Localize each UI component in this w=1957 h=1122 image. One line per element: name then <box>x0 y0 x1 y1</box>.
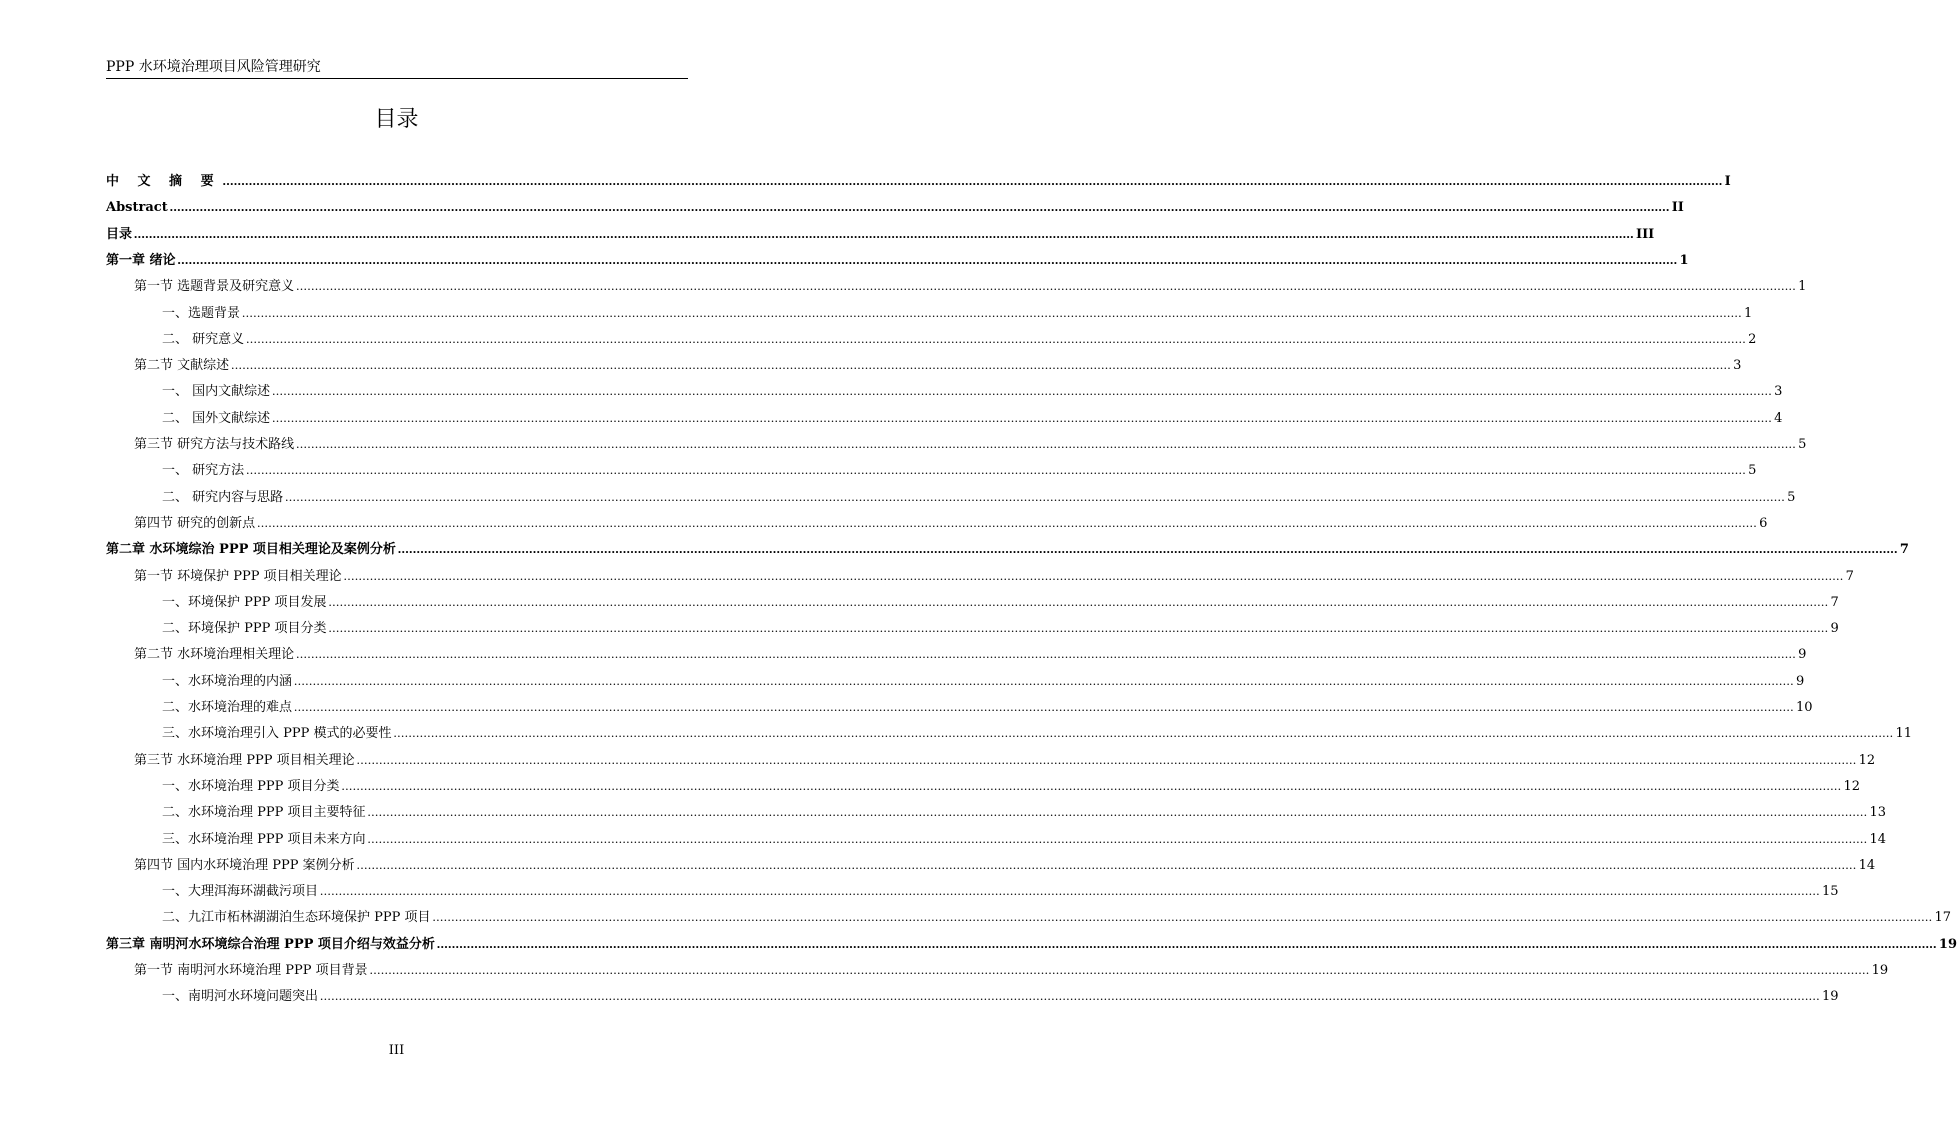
toc-entry-title: 一、 国内文献综述 <box>162 384 271 400</box>
toc-entry-page: 2 <box>1748 331 1757 347</box>
toc-entry[interactable] <box>162 881 1839 901</box>
toc-entry-page: 17 <box>1934 910 1952 926</box>
toc-leader-dots: ................................................................................................................................................................................................................................................................................................................................................................................................................ <box>285 488 1786 504</box>
toc-leader-dots: ................................................................................................................................................................................................................................................................................................................................................................................................................ <box>246 462 1747 478</box>
toc-entry-page: 1 <box>1798 279 1807 295</box>
toc-entry-page: 19 <box>1871 963 1889 978</box>
toc-leader-dots: ................................................................................................................................................................................................................................................................................................................................................................................................................ <box>257 514 1758 530</box>
toc-entry[interactable] <box>134 750 1876 770</box>
toc-entry[interactable] <box>162 776 1861 796</box>
toc-leader-dots: ................................................................................................................................................................................................................................................................................................................................................................................................................ <box>356 856 1857 872</box>
toc-entry-page: 9 <box>1798 647 1807 663</box>
toc-entry-title: 一、南明河水环境问题突出 <box>162 989 319 1005</box>
toc-entry[interactable] <box>134 855 1876 875</box>
toc-entry-title: 二、水环境治理 PPP 项目主要特征 <box>162 805 366 821</box>
toc-entry-title: 二、 研究内容与思路 <box>162 489 284 505</box>
toc-entry-page: 14 <box>1869 831 1887 847</box>
toc-entry-title: 一、水环境治理的内涵 <box>162 673 293 689</box>
toc-leader-dots: ................................................................................................................................................................................................................................................................................................................................................................................................................ <box>343 567 1844 583</box>
toc-leader-dots: ................................................................................................................................................................................................................................................................................................................................................................................................................ <box>367 830 1868 846</box>
toc-entry-page: 12 <box>1858 752 1876 768</box>
toc-entry[interactable] <box>134 566 1854 586</box>
toc-entry-page: I <box>1724 174 1731 189</box>
toc-entry-page: 19 <box>1938 936 1957 952</box>
toc-entry[interactable] <box>162 697 1813 717</box>
toc-entry[interactable] <box>162 303 1753 323</box>
toc-leader-dots: ................................................................................................................................................................................................................................................................................................................................................................................................................ <box>246 330 1747 346</box>
toc-entry-title: 一、大理洱海环湖截污项目 <box>162 884 319 900</box>
toc-entry-title: 一、选题背景 <box>162 305 241 321</box>
toc-entry-title: 第三节 研究方法与技术路线 <box>134 437 295 452</box>
toc-entry-title: 第四节 研究的创新点 <box>134 515 256 531</box>
toc-entry-title: 第二节 水环境治理相关理论 <box>134 647 295 663</box>
toc-entry-page: 9 <box>1830 621 1839 637</box>
toc-entry[interactable] <box>134 276 1807 296</box>
toc-entry[interactable] <box>162 460 1757 480</box>
toc-leader-dots: ................................................................................................................................................................................................................................................................................................................................................................................................................ <box>294 672 1795 688</box>
toc-leader-dots: ................................................................................................................................................................................................................................................................................................................................................................................................................ <box>320 883 1821 899</box>
toc-leader-dots: ................................................................................................................................................................................................................................................................................................................................................................................................................ <box>169 199 1670 215</box>
toc-entry-page: 4 <box>1774 410 1783 426</box>
toc-entry[interactable] <box>134 960 1889 980</box>
toc-entry-page: 11 <box>1895 726 1913 742</box>
toc-entry[interactable] <box>106 250 1689 270</box>
toc-entry-title: 三、水环境治理引入 PPP 模式的必要性 <box>162 726 392 742</box>
toc-entry[interactable] <box>106 934 1957 954</box>
toc-leader-dots: ................................................................................................................................................................................................................................................................................................................................................................................................................ <box>356 751 1857 767</box>
toc-entry-title: 第二章 水环境综治 PPP 项目相关理论及案例分析 <box>106 542 396 558</box>
toc-entry[interactable] <box>162 802 1887 822</box>
toc-entry-title: 第三节 水环境治理 PPP 项目相关理论 <box>134 752 355 768</box>
toc-entry-title: 二、环境保护 PPP 项目分类 <box>162 621 327 637</box>
toc-entry-title: 二、水环境治理的难点 <box>162 700 293 715</box>
toc-entry-page: 15 <box>1822 884 1839 900</box>
toc-leader-dots: ................................................................................................................................................................................................................................................................................................................................................................................................................ <box>177 251 1678 267</box>
toc-entry-page: II <box>1671 200 1684 216</box>
toc-leader-dots: ................................................................................................................................................................................................................................................................................................................................................................................................................ <box>272 383 1773 399</box>
toc-entry[interactable] <box>134 644 1807 664</box>
toc-entry[interactable] <box>134 355 1742 375</box>
toc-entry-title: 目录 <box>106 226 133 242</box>
toc-entry-title: 三、水环境治理 PPP 项目未来方向 <box>162 831 366 847</box>
toc-leader-dots: ................................................................................................................................................................................................................................................................................................................................................................................................................ <box>436 935 1937 951</box>
toc-entry-title: 第四节 国内水环境治理 PPP 案例分析 <box>134 857 355 873</box>
toc-entry-title: 第一节 环境保护 PPP 项目相关理论 <box>134 568 342 584</box>
toc-entry-page: 7 <box>1830 594 1839 610</box>
toc-leader-dots: ................................................................................................................................................................................................................................................................................................................................................................................................................ <box>328 620 1829 636</box>
toc-entry-page: 5 <box>1798 437 1807 452</box>
toc-leader-dots: ................................................................................................................................................................................................................................................................................................................................................................................................................ <box>320 988 1821 1004</box>
toc-entry-page: 7 <box>1899 542 1909 558</box>
toc-entry-page: 6 <box>1759 515 1768 531</box>
toc-entry-title: Abstract <box>106 200 168 216</box>
toc-entry-page: 13 <box>1869 805 1887 821</box>
toc-entry-title: 第一章 绪论 <box>106 252 176 268</box>
toc-entry[interactable] <box>162 487 1796 507</box>
toc-entry-page: 7 <box>1845 568 1854 584</box>
toc-entry[interactable] <box>162 723 1913 743</box>
toc-entry-page: 9 <box>1796 673 1805 689</box>
toc-entry-title: 第一节 选题背景及研究意义 <box>134 279 295 295</box>
toc-entry[interactable] <box>162 829 1887 849</box>
toc-entry-title: 二、九江市柘林湖湖泊生态环境保护 PPP 项目 <box>162 910 431 926</box>
running-header: PPP 水环境治理项目风险管理研究 <box>106 58 688 79</box>
toc-entry[interactable] <box>162 618 1839 638</box>
toc-leader-dots: ................................................................................................................................................................................................................................................................................................................................................................................................................ <box>432 909 1933 925</box>
toc-entry-page: 19 <box>1822 989 1839 1005</box>
toc-leader-dots: ................................................................................................................................................................................................................................................................................................................................................................................................................ <box>369 962 1870 977</box>
toc-entry[interactable] <box>162 592 1839 612</box>
page-title: 目录 <box>374 107 419 132</box>
toc-leader-dots: ................................................................................................................................................................................................................................................................................................................................................................................................................ <box>294 699 1795 714</box>
toc-leader-dots: ................................................................................................................................................................................................................................................................................................................................................................................................................ <box>231 357 1732 373</box>
toc-entry[interactable] <box>106 539 1909 559</box>
toc-entry[interactable] <box>162 907 1952 927</box>
toc-entry-title: 二、 国外文献综述 <box>162 410 271 426</box>
toc-entry-page: 5 <box>1748 463 1757 479</box>
toc-entry-page: 10 <box>1796 700 1813 715</box>
toc-entry-title: 第二节 文献综述 <box>134 358 230 374</box>
toc-leader-dots: ................................................................................................................................................................................................................................................................................................................................................................................................................ <box>272 409 1773 425</box>
toc-entry-title: 一、水环境治理 PPP 项目分类 <box>162 778 340 794</box>
toc-entry[interactable] <box>106 197 1684 217</box>
toc-entry[interactable] <box>134 513 1768 533</box>
toc-entry-page: 12 <box>1843 778 1861 794</box>
toc-leader-dots: ................................................................................................................................................................................................................................................................................................................................................................................................................ <box>242 304 1743 320</box>
toc-entry[interactable] <box>106 224 1655 244</box>
toc-entry-page: 3 <box>1733 358 1742 374</box>
toc-leader-dots: ................................................................................................................................................................................................................................................................................................................................................................................................................ <box>341 777 1842 793</box>
toc-entry-page: 14 <box>1858 857 1876 873</box>
toc-entry-page: III <box>1636 226 1655 242</box>
toc-entry-page: 3 <box>1774 384 1783 400</box>
toc-entry[interactable] <box>134 434 1807 454</box>
toc-entry[interactable] <box>162 408 1783 428</box>
toc-entry[interactable] <box>162 671 1805 691</box>
toc-entry[interactable] <box>162 986 1839 1006</box>
toc-entry-title: 一、 研究方法 <box>162 463 245 479</box>
toc-leader-dots: ................................................................................................................................................................................................................................................................................................................................................................................................................ <box>367 804 1868 820</box>
toc-entry[interactable] <box>106 171 1731 191</box>
toc-leader-dots: ................................................................................................................................................................................................................................................................................................................................................................................................................ <box>397 541 1898 557</box>
toc-entry-title: 第一节 南明河水环境治理 PPP 项目背景 <box>134 963 368 978</box>
toc-leader-dots: ................................................................................................................................................................................................................................................................................................................................................................................................................ <box>328 593 1829 609</box>
toc-leader-dots: ................................................................................................................................................................................................................................................................................................................................................................................................................ <box>296 646 1797 662</box>
toc-entry[interactable] <box>162 381 1783 401</box>
toc-leader-dots: ................................................................................................................................................................................................................................................................................................................................................................................................................ <box>296 278 1797 294</box>
toc-entry-page: 1 <box>1744 305 1753 321</box>
toc-leader-dots: ................................................................................................................................................................................................................................................................................................................................................................................................................ <box>393 725 1894 741</box>
toc-entry-page: 5 <box>1787 489 1796 505</box>
toc-leader-dots: ................................................................................................................................................................................................................................................................................................................................................................................................................ <box>222 173 1723 188</box>
toc-entry[interactable] <box>162 329 1757 349</box>
toc-leader-dots: ................................................................................................................................................................................................................................................................................................................................................................................................................ <box>296 436 1797 451</box>
toc-entry-title: 二、 研究意义 <box>162 331 245 347</box>
toc-leader-dots: ................................................................................................................................................................................................................................................................................................................................................................................................................ <box>134 225 1635 241</box>
page-number: III <box>388 1043 405 1058</box>
toc-entry-page: 1 <box>1679 252 1689 268</box>
toc-entry-title: 中 文 摘 要 <box>106 174 221 189</box>
toc-entry-title: 第三章 南明河水环境综合治理 PPP 项目介绍与效益分析 <box>106 936 435 952</box>
toc-entry-title: 一、环境保护 PPP 项目发展 <box>162 594 327 610</box>
